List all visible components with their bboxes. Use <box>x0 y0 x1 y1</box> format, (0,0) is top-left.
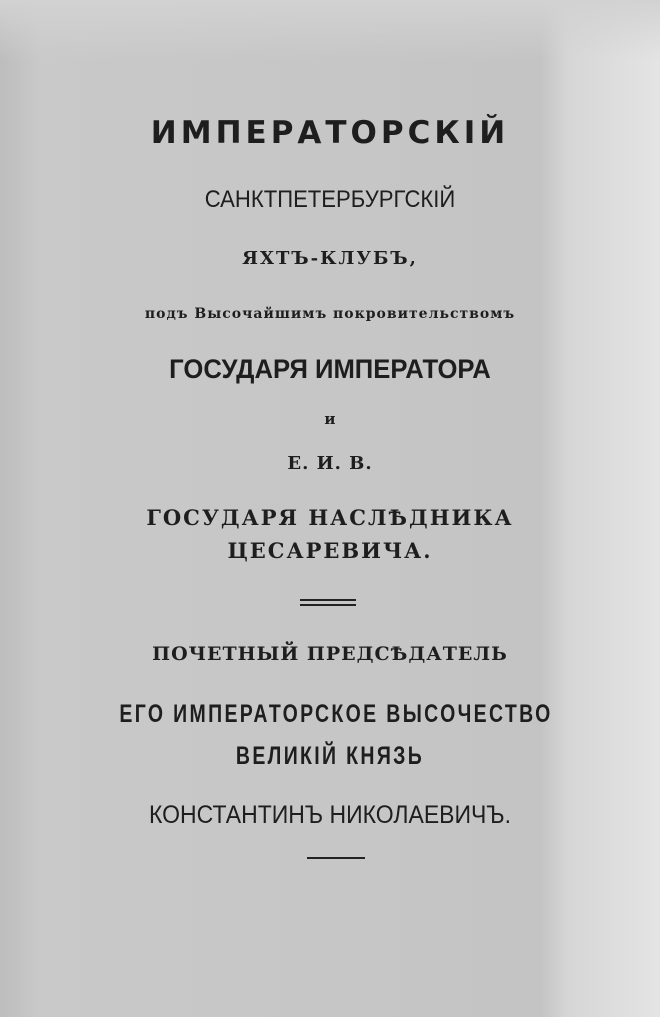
page-shading <box>0 0 660 60</box>
closing-rule <box>307 857 365 859</box>
title-saint-petersburg: САНКТПЕТЕРБУРГСКІЙ <box>204 186 456 213</box>
conjunction-and: и <box>324 410 336 428</box>
konstantin-nikolaevich: КОНСТАНТИНЪ НИКОЛАЕВИЧЪ. <box>148 801 511 829</box>
grand-duke: ВЕЛИКІЙ КНЯЗЬ <box>235 742 425 770</box>
tsesarevich-line: ЦЕСАРЕВИЧА. <box>227 538 433 563</box>
title-yacht-club: ЯХТЪ-КЛУБЪ, <box>242 248 418 269</box>
double-rule-top <box>300 599 356 601</box>
honorary-chairman: ПОЧЕТНЫЙ ПРЕДСѢДАТЕЛЬ <box>152 643 508 665</box>
his-imperial-highness: ЕГО ИМПЕРАТОРСКОЕ ВЫСОЧЕСТВО <box>119 700 553 728</box>
title-imperial: ИМПЕРАТОРСКІЙ <box>150 115 510 151</box>
abbreviation-eiv: Е. И. В. <box>287 453 373 474</box>
heir-line: ГОСУДАРЯ НАСЛѢДНИКА <box>146 505 514 530</box>
sovereign-emperor: ГОСУДАРЯ ИМПЕРАТОРА <box>169 354 491 384</box>
patronage-line: подъ Высочайшимъ покровительствомъ <box>144 306 516 322</box>
double-rule-bottom <box>300 604 356 606</box>
